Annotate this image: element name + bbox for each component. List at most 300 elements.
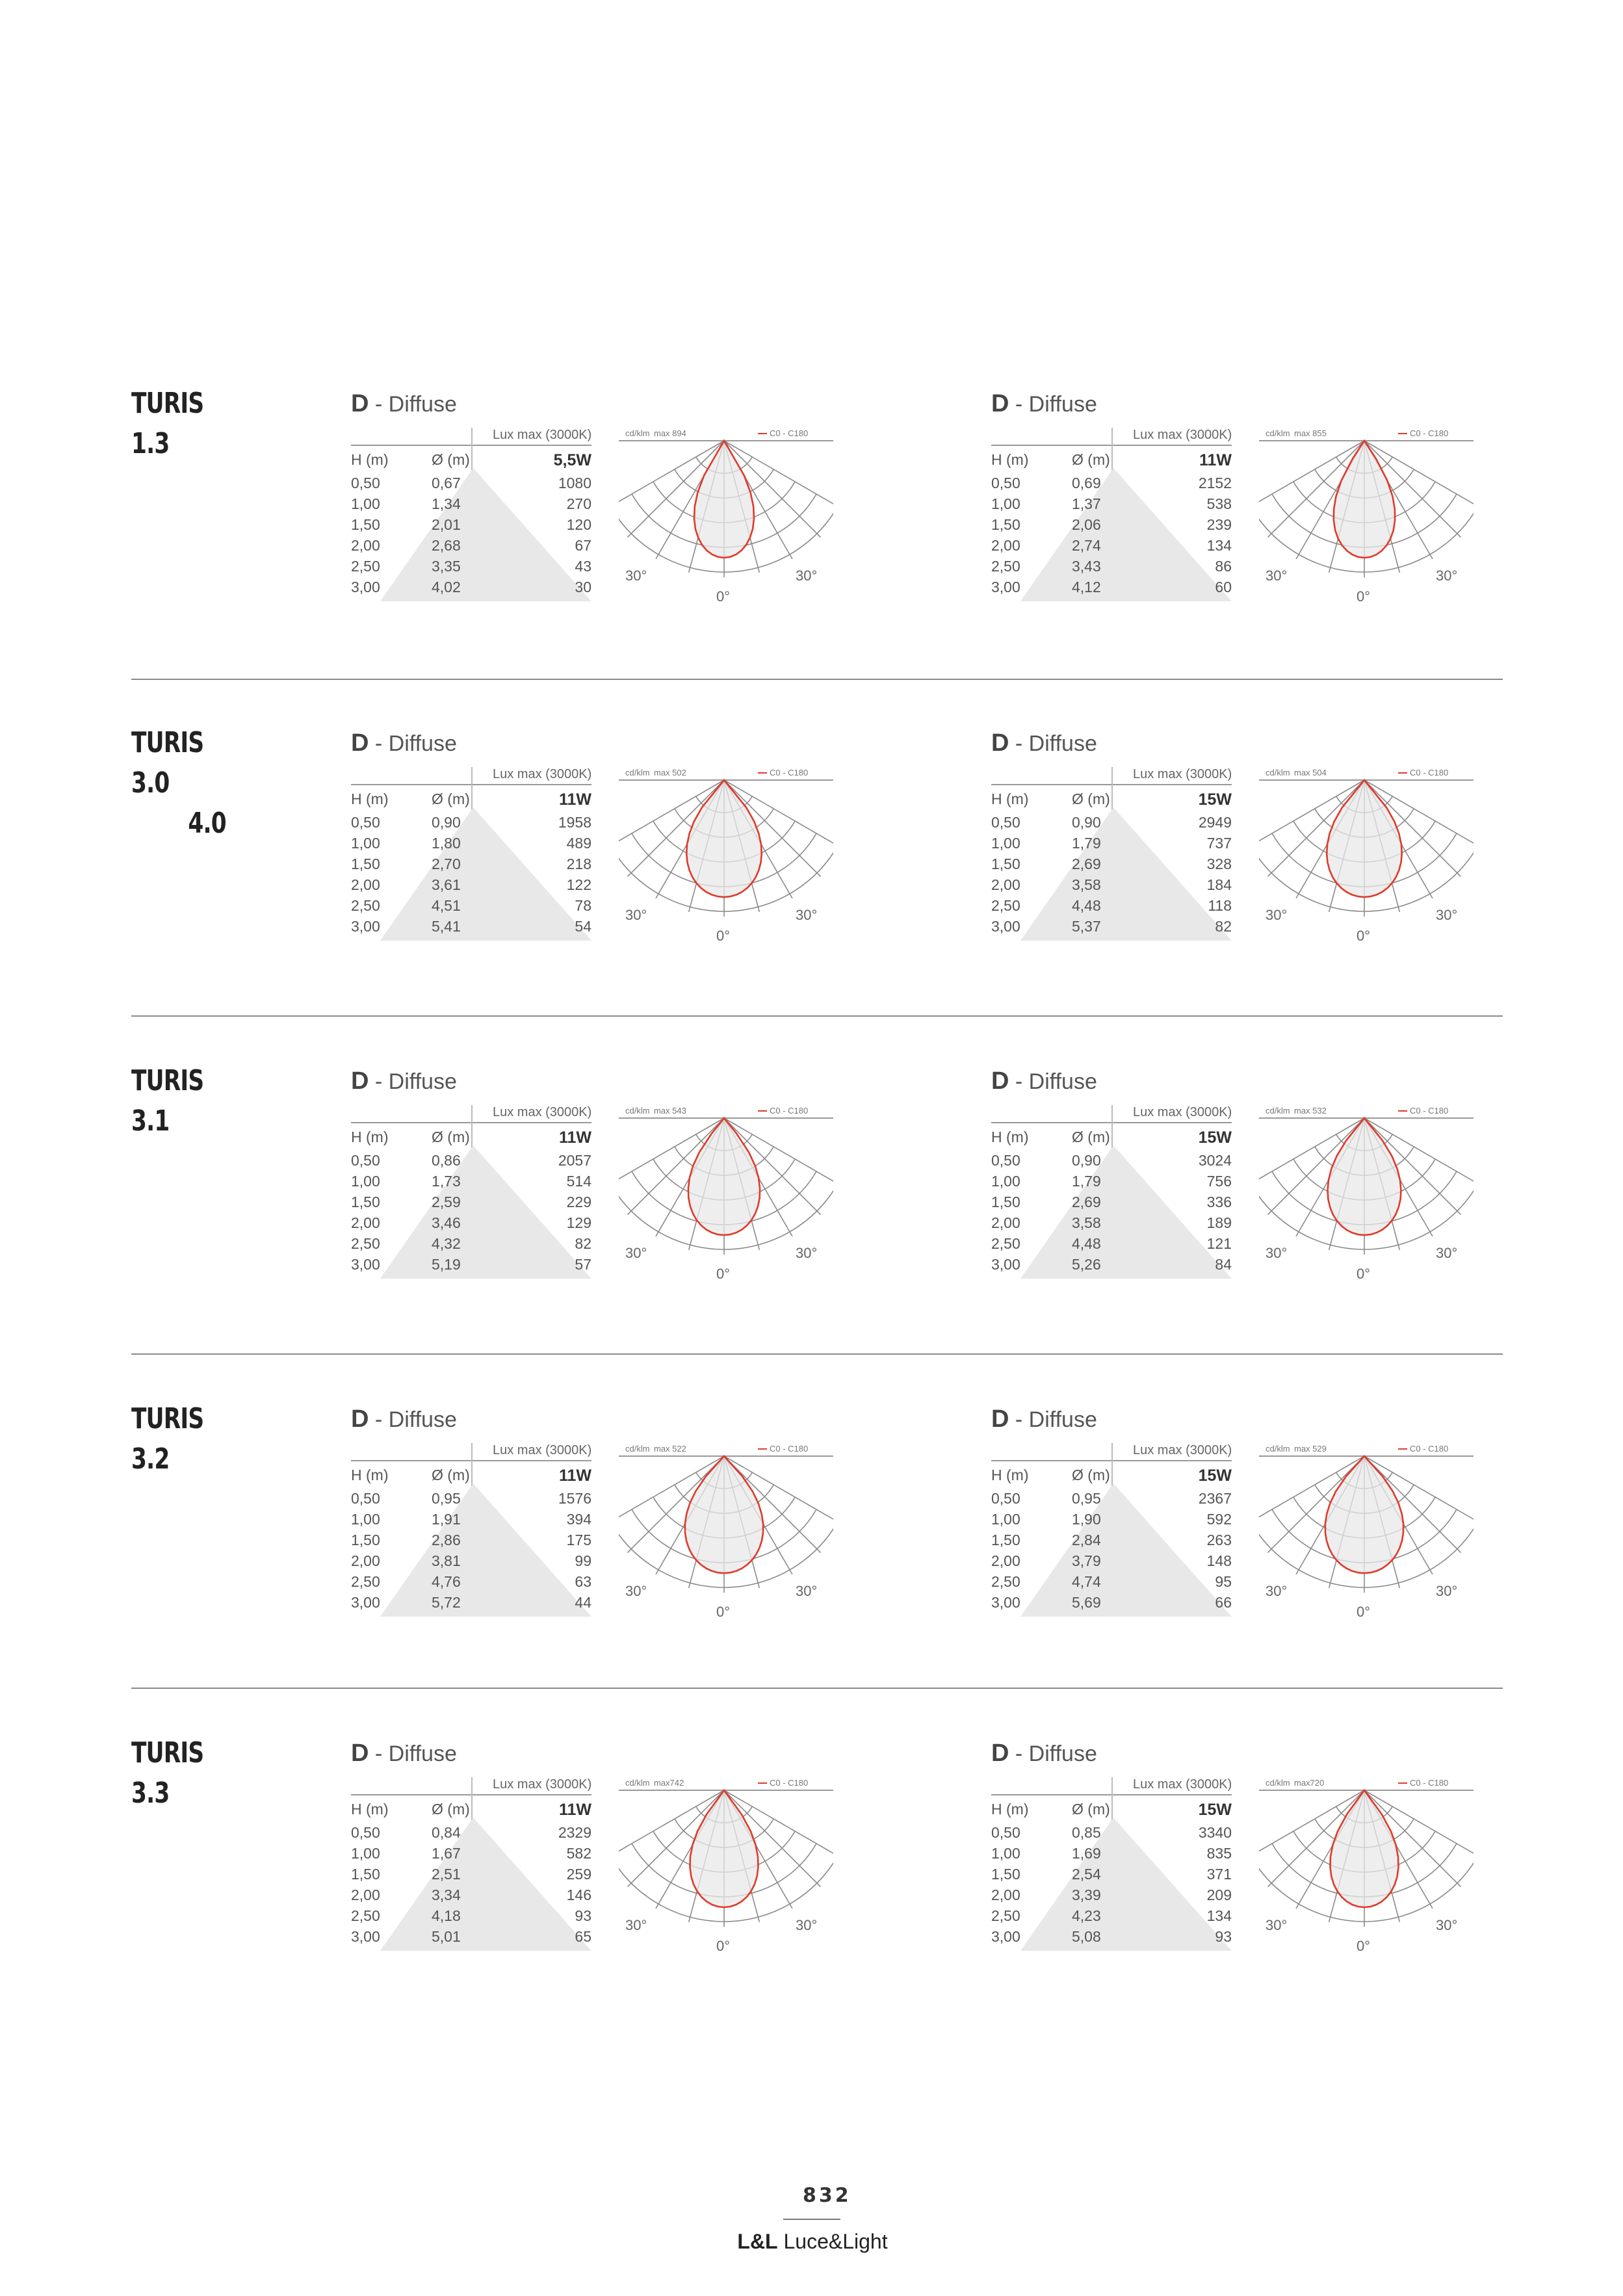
product-row [0, 1399, 1623, 1724]
table-row [991, 1256, 1232, 1274]
diameter-value: 2,69 [1072, 855, 1101, 872]
distribution-title [991, 1067, 1097, 1095]
lux-value: 1080 [558, 475, 591, 491]
footer-divider [783, 2219, 840, 2220]
mode-letter: D [351, 1740, 369, 1767]
table-row [991, 579, 1232, 597]
distribution-title [351, 1405, 457, 1433]
height-value: 1,50 [351, 855, 380, 872]
cd-max: max 855 [1294, 428, 1327, 438]
table-header [351, 1467, 591, 1485]
legend-label: C0 - C180 [770, 768, 809, 777]
col-diameter: Ø (m) [1072, 1467, 1110, 1483]
height-value: 1,50 [351, 516, 380, 533]
diameter-value: 4,12 [1072, 579, 1101, 595]
polar-diagram [1259, 767, 1474, 956]
height-value: 0,50 [351, 1824, 380, 1841]
lux-value: 134 [1206, 1907, 1232, 1924]
lux-label: Lux max (3000K) [1133, 428, 1232, 442]
table-row [351, 1511, 591, 1529]
model-name [131, 1399, 233, 1480]
height-value: 1,50 [991, 516, 1020, 533]
col-diameter: Ø (m) [1072, 790, 1110, 807]
diameter-value: 0,86 [432, 1152, 461, 1169]
light-distribution-curve [694, 441, 754, 558]
diameter-value: 3,35 [432, 558, 461, 575]
mode-letter: D [991, 729, 1009, 757]
height-value: 0,50 [351, 1490, 380, 1507]
angle-left: 30° [625, 567, 647, 584]
mode-text: - Diffuse [1009, 731, 1097, 756]
distribution-title [351, 729, 457, 757]
diameter-value: 1,34 [432, 495, 461, 512]
diameter-value: 0,95 [432, 1490, 461, 1507]
diameter-value: 5,37 [1072, 918, 1101, 935]
mode-text: - Diffuse [369, 1407, 457, 1432]
lux-value: 189 [1206, 1214, 1232, 1231]
table-row [991, 1552, 1232, 1571]
table-row [351, 475, 591, 493]
height-value: 1,00 [991, 1173, 1020, 1190]
table-row [991, 1511, 1232, 1529]
table-row [351, 814, 591, 832]
height-value: 0,50 [991, 814, 1020, 831]
photometric-block [991, 723, 1498, 944]
table-row [991, 1866, 1232, 1884]
legend-label: C0 - C180 [1410, 768, 1449, 777]
height-value: 3,00 [991, 1928, 1020, 1945]
col-diameter: Ø (m) [1072, 1128, 1110, 1145]
diameter-value: 2,70 [432, 855, 461, 872]
product-row [0, 723, 1623, 1048]
light-distribution-curve [1328, 1118, 1401, 1235]
polar-diagram [619, 1777, 833, 1966]
cd-unit: cd/klm [1266, 1106, 1290, 1115]
height-value: 1,50 [991, 1532, 1020, 1548]
distribution-title [351, 390, 457, 418]
table-row [991, 1886, 1232, 1905]
col-height: H (m) [351, 1128, 389, 1145]
height-value: 2,50 [991, 1235, 1020, 1252]
lux-label: Lux max (3000K) [493, 767, 592, 781]
height-value: 3,00 [351, 579, 380, 595]
lux-value: 209 [1206, 1886, 1232, 1903]
table-row [351, 558, 591, 576]
height-value: 1,00 [351, 835, 380, 852]
angle-bottom: 0° [1357, 928, 1371, 944]
diameter-value: 1,79 [1072, 835, 1101, 852]
table-row [991, 1845, 1232, 1863]
height-value: 3,00 [991, 1256, 1020, 1273]
lux-value: 99 [575, 1552, 591, 1569]
photometric-block [351, 1733, 858, 1954]
height-value: 2,50 [991, 558, 1020, 575]
lux-value: 175 [566, 1532, 591, 1548]
cd-max: max720 [1294, 1778, 1325, 1788]
diameter-value: 2,06 [1072, 516, 1101, 533]
lux-value: 2057 [558, 1152, 591, 1169]
mode-text: - Diffuse [1009, 1069, 1097, 1094]
mode-letter: D [351, 1405, 369, 1433]
cd-unit: cd/klm [1266, 428, 1290, 438]
table-row [351, 1824, 591, 1842]
table-row [351, 1214, 591, 1233]
power: 15W [1198, 1467, 1232, 1485]
cd-max: max 504 [1294, 768, 1327, 777]
table-row [991, 1235, 1232, 1253]
diameter-value: 5,69 [1072, 1594, 1101, 1611]
lux-value: 57 [575, 1256, 591, 1273]
lux-value: 489 [566, 835, 591, 852]
diameter-value: 4,74 [1072, 1573, 1101, 1590]
diameter-value: 1,73 [432, 1173, 461, 1190]
distribution-title [991, 1405, 1097, 1433]
mode-text: - Diffuse [1009, 392, 1097, 417]
diameter-value: 0,90 [432, 814, 461, 831]
angle-left: 30° [1266, 1917, 1288, 1933]
diameter-value: 1,79 [1072, 1173, 1101, 1190]
diameter-value: 4,51 [432, 897, 461, 914]
lux-value: 146 [566, 1886, 591, 1903]
height-value: 2,50 [351, 1907, 380, 1924]
table-row [351, 537, 591, 555]
table-row [351, 835, 591, 853]
polar-diagram [1259, 1777, 1474, 1966]
height-value: 1,00 [991, 1511, 1020, 1528]
product-row [0, 1733, 1623, 2058]
col-diameter: Ø (m) [432, 1128, 470, 1145]
lux-value: 184 [1206, 876, 1232, 893]
height-value: 2,00 [351, 1214, 380, 1231]
lux-value: 67 [575, 537, 591, 554]
power: 11W [1199, 451, 1232, 469]
diameter-value: 5,08 [1072, 1928, 1101, 1945]
power: 15W [1198, 790, 1232, 809]
table-row [991, 855, 1232, 874]
table-row [351, 1194, 591, 1212]
lux-value: 129 [566, 1214, 591, 1231]
photometric-block [351, 723, 858, 944]
photometric-block [991, 1733, 1498, 1954]
cd-max: max 529 [1294, 1444, 1327, 1454]
lux-value: 394 [566, 1511, 591, 1528]
cd-max: max 532 [1294, 1106, 1327, 1115]
col-height: H (m) [351, 1801, 389, 1818]
table-row [351, 1886, 591, 1905]
table-row [351, 897, 591, 915]
diameter-value: 4,32 [432, 1235, 461, 1252]
diameter-value: 4,48 [1072, 1235, 1101, 1252]
diameter-value: 2,51 [432, 1866, 461, 1883]
angle-bottom: 0° [1357, 588, 1371, 605]
diameter-value: 0,69 [1072, 475, 1101, 491]
angle-right: 30° [796, 1583, 818, 1599]
height-value: 0,50 [991, 1490, 1020, 1507]
angle-left: 30° [1266, 1583, 1288, 1599]
diameter-value: 5,72 [432, 1594, 461, 1611]
col-height: H (m) [991, 1128, 1029, 1145]
height-value: 1,50 [991, 1194, 1020, 1210]
distribution-title [351, 1740, 457, 1768]
table-row [351, 1594, 591, 1612]
angle-right: 30° [1436, 1917, 1458, 1933]
lux-value: 263 [1206, 1532, 1232, 1548]
height-value: 1,00 [991, 1845, 1020, 1862]
mode-letter: D [991, 1405, 1009, 1433]
table-row [351, 495, 591, 514]
height-value: 2,50 [351, 1573, 380, 1590]
table-header [991, 1467, 1232, 1485]
height-value: 1,50 [991, 1866, 1020, 1883]
lux-value: 120 [566, 516, 591, 533]
cd-unit: cd/klm [625, 1444, 650, 1454]
light-distribution-curve [1334, 441, 1395, 558]
diameter-value: 3,58 [1072, 1214, 1101, 1231]
height-value: 2,50 [991, 1907, 1020, 1924]
model-name [131, 1733, 233, 1814]
height-value: 2,50 [351, 1235, 380, 1252]
table-row [351, 918, 591, 936]
row-separator [131, 1353, 1503, 1355]
photometric-block [351, 384, 858, 605]
mode-letter: D [991, 1067, 1009, 1095]
light-distribution-curve [1331, 1790, 1399, 1907]
lux-value: 93 [1215, 1928, 1232, 1945]
angle-right: 30° [1436, 567, 1458, 584]
lux-value: 3024 [1198, 1152, 1232, 1169]
lux-value: 43 [575, 558, 591, 575]
angle-right: 30° [1436, 907, 1458, 923]
angle-left: 30° [1266, 567, 1288, 584]
photometric-block [351, 1061, 858, 1282]
diameter-value: 2,84 [1072, 1532, 1101, 1548]
table-row [351, 1866, 591, 1884]
lux-value: 1576 [558, 1490, 591, 1507]
diameter-value: 5,41 [432, 918, 461, 935]
table-row [351, 1152, 591, 1170]
mode-letter: D [991, 390, 1009, 417]
lux-value: 65 [575, 1928, 591, 1945]
product-row [0, 1061, 1623, 1386]
height-value: 2,00 [351, 537, 380, 554]
diameter-value: 0,95 [1072, 1490, 1101, 1507]
table-row [991, 897, 1232, 915]
table-row [351, 1573, 591, 1591]
model-name [131, 1061, 233, 1141]
cd-unit: cd/klm [625, 1778, 650, 1788]
lux-label: Lux max (3000K) [493, 1443, 592, 1457]
col-diameter: Ø (m) [432, 1801, 470, 1818]
cd-max: max 502 [654, 768, 686, 777]
lux-value: 259 [566, 1866, 591, 1883]
height-value: 3,00 [351, 1594, 380, 1611]
angle-right: 30° [796, 567, 818, 584]
table-row [351, 1490, 591, 1508]
height-value: 1,50 [351, 1866, 380, 1883]
lux-value: 3340 [1198, 1824, 1232, 1841]
table-row [351, 876, 591, 894]
lux-value: 756 [1206, 1173, 1232, 1190]
lux-value: 592 [1206, 1511, 1232, 1528]
height-value: 3,00 [991, 1594, 1020, 1611]
model-name [131, 384, 233, 464]
cd-unit: cd/klm [625, 768, 650, 777]
height-value: 0,50 [351, 814, 380, 831]
polar-diagram [619, 1443, 833, 1632]
lux-value: 270 [566, 495, 591, 512]
diameter-value: 2,69 [1072, 1194, 1101, 1210]
diameter-value: 3,39 [1072, 1886, 1101, 1903]
col-height: H (m) [351, 451, 389, 468]
power: 11W [558, 1467, 591, 1485]
model-line-1: TURIS 3.0 [131, 726, 204, 800]
table-row [351, 1173, 591, 1191]
table-row [991, 558, 1232, 576]
table-row [351, 516, 591, 534]
table-header [991, 1128, 1232, 1147]
height-value: 3,00 [991, 918, 1020, 935]
table-row [991, 1490, 1232, 1508]
diameter-value: 3,81 [432, 1552, 461, 1569]
table-row [991, 1594, 1232, 1612]
diameter-value: 3,58 [1072, 876, 1101, 893]
lux-value: 582 [566, 1845, 591, 1862]
lux-value: 118 [1208, 897, 1232, 914]
cd-unit: cd/klm [1266, 1778, 1290, 1788]
model-line-1: TURIS 3.1 [131, 1064, 204, 1138]
table-row [991, 516, 1232, 534]
diameter-value: 3,61 [432, 876, 461, 893]
polar-diagram [1259, 428, 1474, 616]
angle-bottom: 0° [716, 928, 731, 944]
lux-value: 835 [1206, 1845, 1232, 1862]
lux-value: 63 [575, 1573, 591, 1590]
table-row [991, 918, 1232, 936]
row-separator [131, 1015, 1503, 1017]
height-value: 2,50 [991, 1573, 1020, 1590]
angle-bottom: 0° [1357, 1938, 1371, 1954]
height-value: 2,00 [991, 876, 1020, 893]
lux-value: 30 [575, 579, 591, 595]
angle-right: 30° [796, 1245, 818, 1261]
lux-label: Lux max (3000K) [1133, 767, 1232, 781]
power: 11W [558, 790, 591, 809]
table-header [991, 790, 1232, 809]
legend-label: C0 - C180 [1410, 1106, 1449, 1115]
table-row [351, 1928, 591, 1946]
diameter-value: 5,01 [432, 1928, 461, 1945]
diameter-value: 1,80 [432, 835, 461, 852]
model-name [131, 723, 233, 844]
lux-label: Lux max (3000K) [493, 1777, 592, 1792]
mode-text: - Diffuse [369, 1742, 457, 1766]
lux-value: 60 [1215, 579, 1232, 595]
diameter-value: 5,26 [1072, 1256, 1101, 1273]
table-row [351, 1552, 591, 1571]
lux-value: 2329 [558, 1824, 591, 1841]
table-header [351, 790, 591, 809]
height-value: 3,00 [991, 579, 1020, 595]
lux-value: 336 [1206, 1194, 1232, 1210]
height-value: 2,50 [351, 897, 380, 914]
diameter-value: 0,67 [432, 475, 461, 491]
angle-left: 30° [1266, 1245, 1288, 1261]
diameter-value: 0,85 [1072, 1824, 1101, 1841]
mode-text: - Diffuse [1009, 1407, 1097, 1432]
distribution-title [991, 390, 1097, 418]
lux-value: 82 [1215, 918, 1232, 935]
diameter-value: 5,19 [432, 1256, 461, 1273]
height-value: 1,00 [991, 495, 1020, 512]
table-row [351, 579, 591, 597]
angle-left: 30° [625, 1917, 647, 1933]
height-value: 1,00 [991, 835, 1020, 852]
legend-label: C0 - C180 [770, 428, 809, 438]
height-value: 3,00 [351, 918, 380, 935]
lux-value: 371 [1206, 1866, 1232, 1883]
angle-right: 30° [796, 1917, 818, 1933]
lux-value: 218 [566, 855, 591, 872]
table-row [351, 1235, 591, 1253]
height-value: 2,50 [991, 897, 1020, 914]
mode-letter: D [991, 1740, 1009, 1767]
angle-left: 30° [625, 907, 647, 923]
lux-label: Lux max (3000K) [1133, 1443, 1232, 1457]
photometric-block [991, 1061, 1498, 1282]
brand-short: L&L [737, 2230, 778, 2253]
table-row [991, 475, 1232, 493]
col-height: H (m) [991, 451, 1029, 468]
photometric-block [991, 384, 1498, 605]
col-diameter: Ø (m) [1072, 1801, 1110, 1818]
diameter-value: 4,18 [432, 1907, 461, 1924]
col-height: H (m) [351, 1467, 389, 1483]
lux-value: 2367 [1198, 1490, 1232, 1507]
angle-bottom: 0° [716, 1604, 731, 1620]
lux-value: 538 [1206, 495, 1232, 512]
diameter-value: 3,34 [432, 1886, 461, 1903]
power: 11W [558, 1801, 591, 1819]
cd-unit: cd/klm [1266, 1444, 1290, 1454]
table-row [991, 1907, 1232, 1925]
lux-value: 514 [566, 1173, 591, 1190]
angle-left: 30° [625, 1583, 647, 1599]
diameter-value: 2,86 [432, 1532, 461, 1548]
diameter-value: 4,76 [432, 1573, 461, 1590]
diameter-value: 4,48 [1072, 897, 1101, 914]
lux-value: 95 [1215, 1573, 1232, 1590]
mode-text: - Diffuse [1009, 1742, 1097, 1766]
lux-value: 84 [1215, 1256, 1232, 1273]
light-distribution-curve [688, 1118, 760, 1235]
height-value: 2,00 [351, 1886, 380, 1903]
power: 15W [1198, 1801, 1232, 1819]
height-value: 2,00 [351, 1552, 380, 1569]
diameter-value: 1,90 [1072, 1511, 1101, 1528]
table-row [991, 1214, 1232, 1233]
table-row [991, 1573, 1232, 1591]
lux-value: 78 [575, 897, 591, 914]
lux-value: 229 [566, 1194, 591, 1210]
lux-value: 44 [575, 1594, 591, 1611]
mode-text: - Diffuse [369, 731, 457, 756]
cd-unit: cd/klm [1266, 768, 1290, 777]
light-distribution-curve [686, 780, 762, 897]
diameter-value: 0,90 [1072, 814, 1101, 831]
table-row [351, 1256, 591, 1274]
diameter-value: 1,91 [432, 1511, 461, 1528]
table-row [991, 814, 1232, 832]
